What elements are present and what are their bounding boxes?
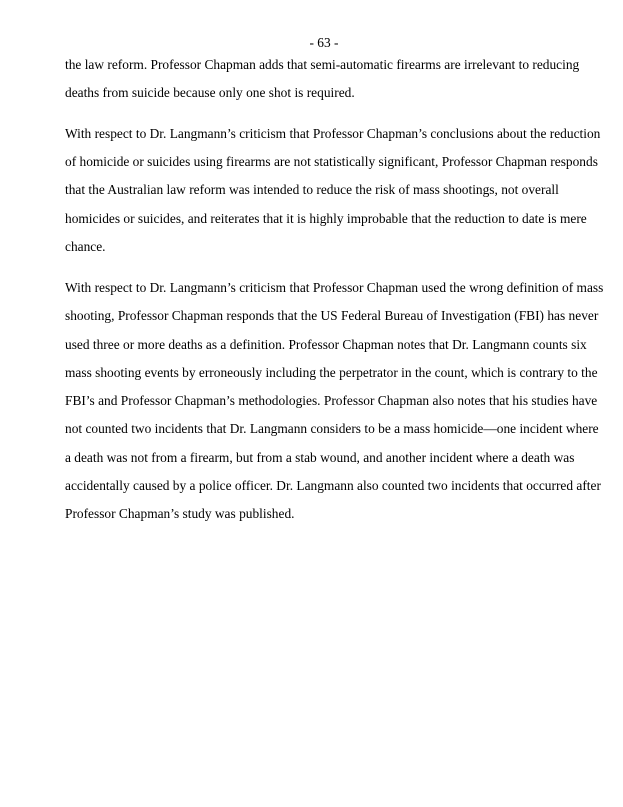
text-line: used three or more deaths as a definition. Professor Chapman notes that Dr. Langmann counts six xyxy=(65,336,587,352)
paragraph xyxy=(65,51,583,108)
text-line: of homicide or suicides using firearms are not statistically significant, Professor Chapman responds xyxy=(65,154,598,170)
text-line: FBI’s and Professor Chapman’s methodologies. Professor Chapman also notes that his studies have xyxy=(65,393,598,409)
page-number: - 63 - xyxy=(309,34,339,50)
text-line: chance. xyxy=(65,238,106,254)
text-line: a death was not from a firearm, but from a stab wound, and another incident where a death was xyxy=(65,449,575,465)
text-line: that the Australian law reform was intended to reduce the risk of mass shootings, not overall xyxy=(65,182,559,198)
text-line: With respect to Dr. Langmann’s criticism that Professor Chapman used the wrong definition of mass xyxy=(65,279,604,295)
text-line: mass shooting events by erroneously including the perpetrator in the count, which is contrary to the xyxy=(65,364,598,380)
text-line: With respect to Dr. Langmann’s criticism that Professor Chapman’s conclusions about the reduction xyxy=(65,125,601,141)
text-line: deaths from suicide because only one shot is required. xyxy=(65,84,355,100)
text-line: not counted two incidents that Dr. Langmann considers to be a mass homicide—one incident where xyxy=(65,421,599,437)
paragraph xyxy=(65,274,604,529)
text-line: homicides or suicides, and reiterates that it is highly improbable that the reduction to date is mere xyxy=(65,210,587,226)
document-body xyxy=(65,51,604,529)
paragraph xyxy=(65,120,601,261)
text-line: Professor Chapman’s study was published. xyxy=(65,506,295,522)
text-line: shooting, Professor Chapman responds that the US Federal Bureau of Investigation (FBI) has never xyxy=(65,308,599,324)
text-line: the law reform. Professor Chapman adds that semi-automatic firearms are irrelevant to reducing xyxy=(65,56,580,72)
text-line: accidentally caused by a police officer. Dr. Langmann also counted two incidents that occurred after xyxy=(65,478,601,494)
